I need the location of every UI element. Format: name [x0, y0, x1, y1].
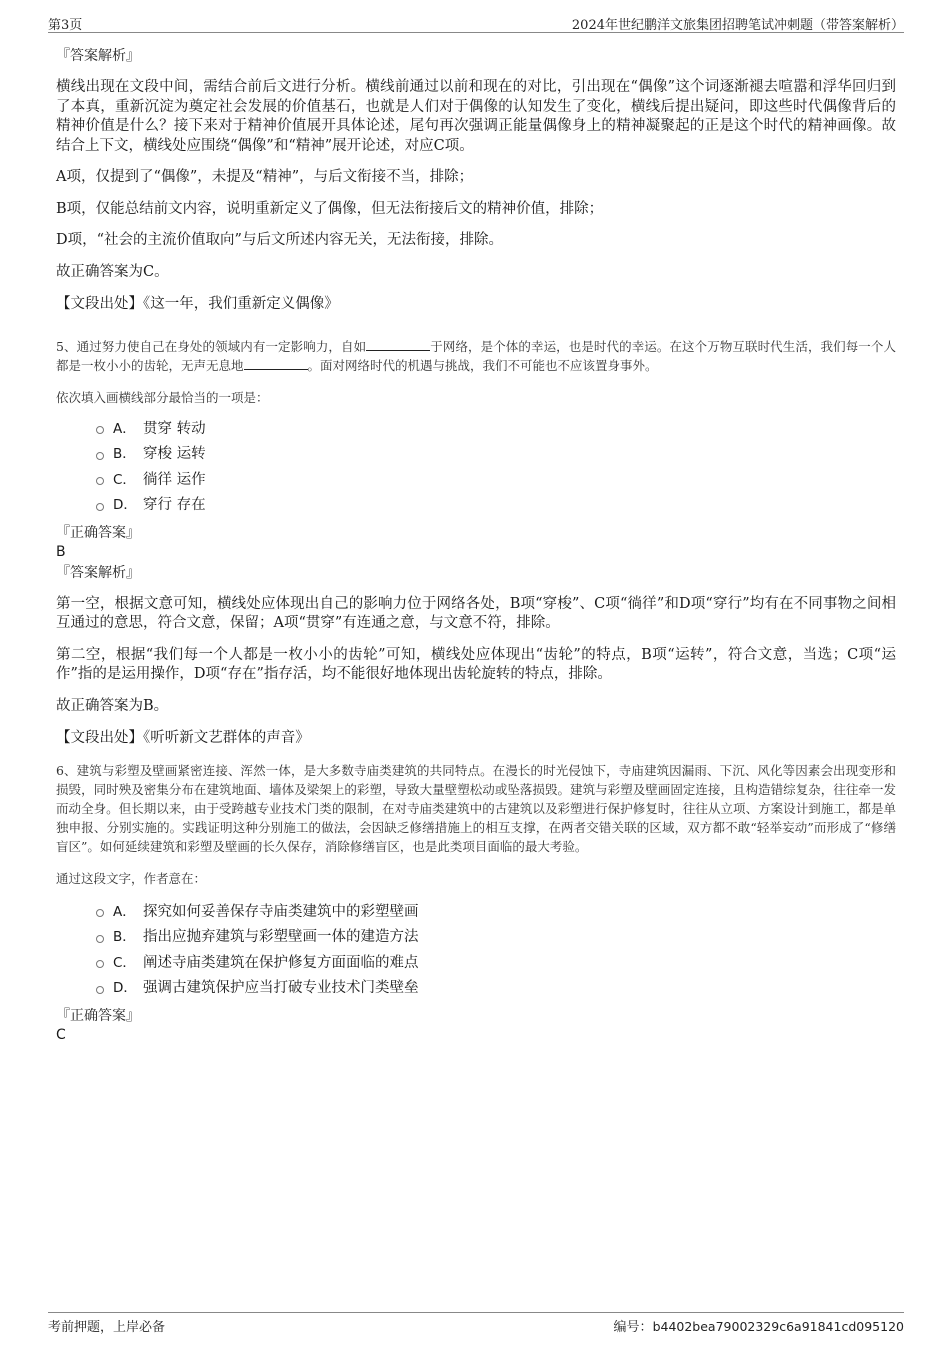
fill-blank — [366, 338, 430, 351]
code-value: b4402bea79002329c6a91841cd095120 — [652, 1319, 904, 1334]
option-letter: D． — [113, 980, 137, 996]
option-b[interactable] — [96, 925, 896, 951]
question-stem-text: 。面对网络时代的机遇与挑战，我们不可能也不应该置身事外。 — [307, 357, 658, 373]
option-a[interactable] — [96, 417, 896, 443]
option-text: 强调古建筑保护应当打破专业技术门类壁垒 — [143, 980, 419, 996]
page-footer — [48, 1312, 904, 1333]
option-d[interactable] — [96, 976, 896, 1002]
option-letter: C． — [113, 471, 136, 488]
answer-conclusion: 故正确答案为C。 — [56, 263, 169, 280]
option-text: 徜徉 运作 — [143, 471, 206, 488]
code-label: 编号： — [613, 1320, 653, 1335]
option-a[interactable] — [96, 900, 896, 926]
option-text: 阐述寺庙类建筑在保护修复方面面临的难点 — [143, 954, 419, 971]
fill-blank — [244, 357, 308, 370]
option-text: 探究如何妥善保存寺庙类建筑中的彩塑壁画 — [143, 903, 419, 920]
question-stem-text: 5、通过努力使自己在身处的领域内有一定影响力，自如 — [56, 338, 367, 354]
option-text: 贯穿 转动 — [143, 420, 206, 437]
question-6-options — [96, 900, 896, 1002]
radio-icon[interactable] — [96, 477, 104, 485]
analysis-heading: 『答案解析』 — [56, 48, 140, 64]
option-d[interactable] — [96, 493, 896, 519]
question-prompt: 依次填入画横线部分最恰当的一项是： — [56, 389, 269, 405]
page-content — [56, 40, 896, 1044]
option-b[interactable] — [96, 442, 896, 468]
correct-answer: B — [56, 543, 66, 560]
question-prompt: 通过这段文字，作者意在： — [56, 870, 207, 886]
analysis-paragraph: B项，仅能总结前文内容，说明重新定义了偶像，但无法衔接后文的精神价值，排除； — [56, 200, 604, 217]
correct-answer-heading: 『正确答案』 — [56, 524, 140, 541]
option-letter: A． — [113, 903, 136, 920]
question-5-options — [96, 417, 896, 519]
option-letter: C． — [113, 954, 136, 971]
question-stem-text: 于网络，是个体的幸运，也是时代的幸运。在这个万物互联时代生活，我们每一个人都是一枚小小的齿轮，无声无息地 — [56, 338, 896, 373]
option-text: 穿行 存在 — [143, 497, 206, 513]
footer-slogan: 考前押题，上岸必备 — [48, 1320, 166, 1335]
radio-icon[interactable] — [96, 426, 104, 434]
radio-icon[interactable] — [96, 909, 104, 917]
analysis-paragraph: A项，仅提到了“偶像”，未提及“精神”，与后文衔接不当，排除； — [56, 169, 474, 185]
option-letter: A． — [113, 420, 136, 437]
radio-icon[interactable] — [96, 503, 104, 511]
answer-conclusion: 故正确答案为B。 — [56, 697, 169, 714]
source-citation: 【文段出处】《听听新文艺群体的声音》 — [56, 730, 310, 746]
page-header — [48, 10, 904, 33]
source-citation: 【文段出处】《这一年，我们重新定义偶像》 — [56, 296, 339, 312]
correct-answer-heading: 『正确答案』 — [56, 1007, 140, 1024]
document-title: 2024年世纪鹏洋文旅集团招聘笔试冲刺题（带答案解析） — [571, 18, 904, 33]
analysis-paragraph: D项，“社会的主流价值取向”与后文所述内容无关，无法衔接，排除。 — [56, 232, 503, 248]
option-text: 指出应抛弃建筑与彩塑壁画一体的建造方法 — [143, 929, 419, 945]
option-c[interactable] — [96, 951, 896, 977]
correct-answer: C — [56, 1026, 66, 1043]
radio-icon[interactable] — [96, 960, 104, 968]
analysis-paragraph: 第二空，根据“我们每一个人都是一枚小小的齿轮”可知，横线处应体现出“齿轮”的特点，B项“运转”，符合文意，当选；C项“运作”指的是运用操作，D项“存在”指存活，均不能很好地体现出齿轮旋转的特点，排除。 — [56, 646, 896, 682]
option-letter: D． — [113, 497, 137, 513]
analysis-paragraph: 横线出现在文段中间，需结合前后文进行分析。横线前通过以前和现在的对比，引出现在“偶像”这个词逐渐褪去喧嚣和浮华回归到了本真，重新沉淀为奠定社会发展的价值基石，也就是人们对于偶像的认知发生了变化，横线后提出疑问，即这些时代偶像背后的精神价值是什么？接下来对于精神价值展开具体论述，尾句再次强调正能量偶像身上的精神凝聚起的正是这个时代的精神画像。故结合上下文，横线处应围绕“偶像”和“精神”展开论述，对应C项。 — [56, 79, 896, 154]
radio-icon[interactable] — [96, 986, 104, 994]
analysis-heading: 『答案解析』 — [56, 564, 140, 581]
analysis-paragraph: 第一空，根据文意可知，横线处应体现出自己的影响力位于网络各处，B项“穿梭”、C项“徜徉”和D项“穿行”均有在不同事物之间相互通过的意思，符合文意，保留；A项“贯穿”有连通之意，与文意不符，排除。 — [56, 595, 896, 631]
option-text: 穿梭 运转 — [143, 446, 206, 462]
question-6-stem: 6、建筑与彩塑及壁画紧密连接、浑然一体，是大多数寺庙类建筑的共同特点。在漫长的时光侵蚀下，寺庙建筑因漏雨、下沉、风化等因素会出现变形和损毁，同时殃及密集分布在建筑地面、墙体及梁架上的彩塑，导致大量壁塑松动或坠落损毁。建筑与彩塑及壁画固定连接，且构造错综复杂，往往牵一发而动全身。但长期以来，由于受跨越专业技术门类的限制，在对寺庙类建筑中的古建筑以及彩塑进行保护修复时，往往从立项、方案设计到施工，都是单独申报、分别实施的。实践证明这种分别施工的做法，会因缺乏修缮措施上的相互支撑，在两者交错关联的区域，双方都不敢“轻举妄动”而形成了“修缮盲区”。如何延续建筑和彩塑及壁画的长久保存，消除修缮盲区，也是此类项目面临的最大考验。 — [56, 762, 896, 854]
question-5-stem — [56, 337, 896, 375]
page-number: 第3页 — [48, 18, 83, 33]
option-letter: B． — [113, 929, 136, 945]
radio-icon[interactable] — [96, 935, 104, 943]
option-c[interactable] — [96, 468, 896, 494]
option-letter: B． — [113, 446, 136, 462]
radio-icon[interactable] — [96, 452, 104, 460]
document-code — [614, 1316, 904, 1335]
